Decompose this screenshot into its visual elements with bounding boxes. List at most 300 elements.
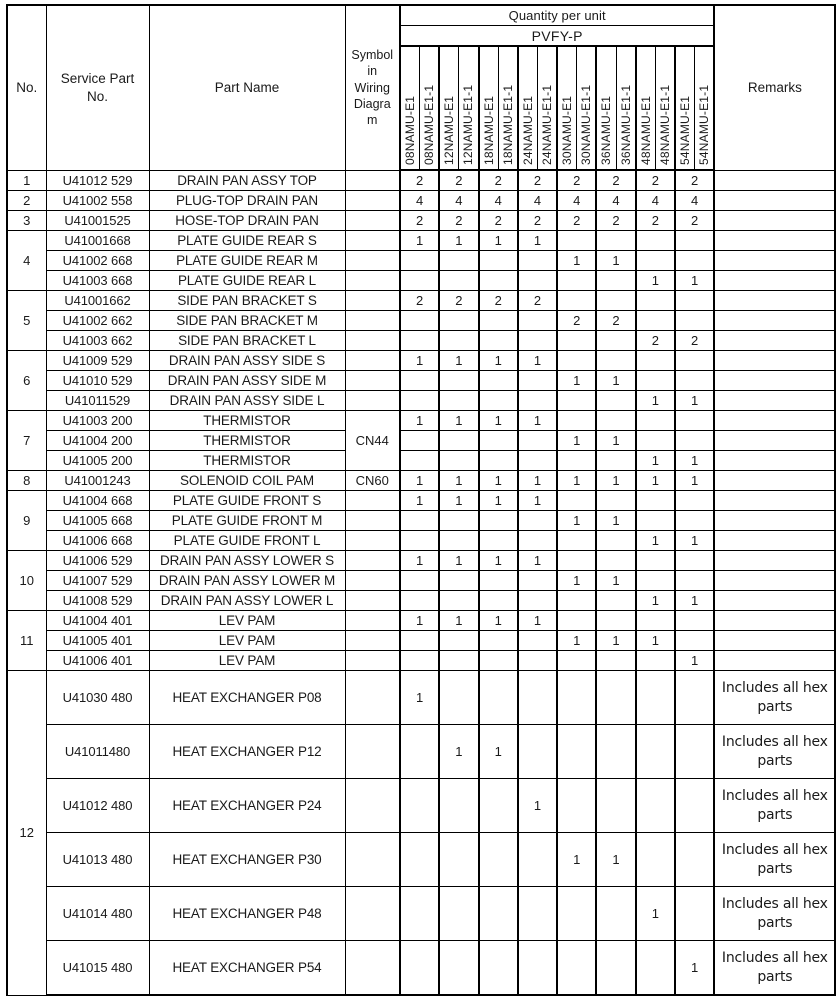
cell-wiring-symbol <box>345 631 400 651</box>
cell-part-name: PLUG-TOP DRAIN PAN <box>149 191 345 211</box>
cell-part-name: DRAIN PAN ASSY SIDE M <box>149 371 345 391</box>
cell-item-number: 11 <box>7 611 46 671</box>
cell-wiring-symbol <box>345 651 400 671</box>
cell-wiring-symbol <box>345 611 400 631</box>
table-row <box>7 331 835 351</box>
header-model-08namu-e1 <box>400 46 420 170</box>
cell-remark <box>714 611 835 631</box>
header-model-label: 18NAMU-E1 <box>481 95 496 165</box>
cell-quantity <box>675 231 714 251</box>
cell-remark <box>714 411 835 431</box>
cell-quantity: 1 <box>439 411 478 431</box>
cell-quantity <box>557 411 596 431</box>
cell-quantity: 1 <box>675 451 714 471</box>
cell-wiring-symbol <box>345 391 400 411</box>
cell-service-part-no: U41001525 <box>46 211 149 231</box>
table-row <box>7 311 835 331</box>
cell-wiring-symbol <box>345 191 400 211</box>
cell-quantity <box>557 725 596 779</box>
cell-quantity <box>400 331 439 351</box>
cell-quantity: 1 <box>479 611 518 631</box>
cell-quantity <box>675 833 714 887</box>
cell-quantity <box>439 271 478 291</box>
cell-quantity <box>439 779 478 833</box>
header-model-label: 18NAMU-E1-1 <box>500 84 515 165</box>
cell-quantity <box>479 391 518 411</box>
cell-quantity <box>400 779 439 833</box>
cell-quantity: 1 <box>518 611 557 631</box>
cell-quantity <box>675 411 714 431</box>
cell-wiring-symbol <box>345 551 400 571</box>
cell-quantity: 2 <box>557 311 596 331</box>
cell-quantity: 1 <box>479 411 518 431</box>
cell-quantity: 1 <box>557 431 596 451</box>
header-no: No. <box>7 5 46 170</box>
cell-quantity <box>636 779 675 833</box>
cell-quantity <box>675 291 714 311</box>
cell-service-part-no: U41004 668 <box>46 491 149 511</box>
cell-quantity <box>479 431 518 451</box>
cell-part-name: HEAT EXCHANGER P48 <box>149 887 345 941</box>
cell-quantity: 1 <box>596 631 635 651</box>
cell-quantity <box>636 611 675 631</box>
header-model-36namu-e1-1 <box>616 46 636 170</box>
cell-quantity <box>636 511 675 531</box>
cell-quantity: 4 <box>636 191 675 211</box>
cell-service-part-no: U41006 401 <box>46 651 149 671</box>
cell-part-name: SOLENOID COIL PAM <box>149 471 345 491</box>
cell-quantity <box>675 251 714 271</box>
cell-quantity <box>518 371 557 391</box>
cell-wiring-symbol <box>345 491 400 511</box>
cell-item-number: 3 <box>7 211 46 231</box>
cell-part-name: LEV PAM <box>149 611 345 631</box>
cell-service-part-no: U41009 529 <box>46 351 149 371</box>
cell-quantity <box>400 591 439 611</box>
cell-remark: Includes all hex parts <box>714 941 835 996</box>
cell-part-name: HEAT EXCHANGER P54 <box>149 941 345 996</box>
cell-quantity <box>557 941 596 996</box>
header-model-24namu-e1-1 <box>537 46 557 170</box>
cell-quantity <box>439 431 478 451</box>
cell-quantity <box>557 271 596 291</box>
cell-part-name: PLATE GUIDE FRONT M <box>149 511 345 531</box>
cell-quantity <box>596 491 635 511</box>
cell-quantity <box>596 611 635 631</box>
cell-quantity: 1 <box>596 471 635 491</box>
header-model-30namu-e1-1 <box>577 46 597 170</box>
cell-quantity: 2 <box>636 211 675 231</box>
cell-part-name: PLATE GUIDE FRONT S <box>149 491 345 511</box>
cell-quantity <box>479 371 518 391</box>
header-model-label: 12NAMU-E1 <box>442 95 457 165</box>
cell-quantity <box>675 551 714 571</box>
cell-quantity <box>636 351 675 371</box>
cell-quantity: 1 <box>636 271 675 291</box>
cell-quantity <box>596 671 635 725</box>
cell-part-name: DRAIN PAN ASSY SIDE S <box>149 351 345 371</box>
cell-item-number: 5 <box>7 291 46 351</box>
cell-quantity <box>400 631 439 651</box>
cell-service-part-no: U41002 558 <box>46 191 149 211</box>
cell-quantity: 1 <box>439 351 478 371</box>
cell-quantity <box>479 511 518 531</box>
table-row <box>7 170 835 191</box>
table-row <box>7 511 835 531</box>
cell-remark <box>714 231 835 251</box>
cell-quantity: 4 <box>439 191 478 211</box>
cell-quantity <box>439 671 478 725</box>
cell-service-part-no: U41003 200 <box>46 411 149 431</box>
table-row <box>7 191 835 211</box>
cell-quantity: 4 <box>400 191 439 211</box>
table-row <box>7 411 835 431</box>
cell-quantity <box>636 291 675 311</box>
cell-service-part-no: U41004 401 <box>46 611 149 631</box>
cell-part-name: PLATE GUIDE FRONT L <box>149 531 345 551</box>
cell-quantity: 1 <box>675 471 714 491</box>
cell-quantity: 1 <box>596 251 635 271</box>
header-model-label: 08NAMU-E1-1 <box>422 84 437 165</box>
cell-quantity <box>636 411 675 431</box>
cell-quantity <box>439 451 478 471</box>
cell-quantity <box>596 591 635 611</box>
table-row <box>7 779 835 833</box>
cell-quantity <box>596 391 635 411</box>
cell-quantity <box>400 887 439 941</box>
cell-quantity <box>557 887 596 941</box>
cell-quantity <box>400 833 439 887</box>
header-part-name: Part Name <box>149 5 345 170</box>
cell-quantity <box>596 271 635 291</box>
cell-quantity <box>400 451 439 471</box>
cell-quantity <box>439 391 478 411</box>
cell-part-name: HEAT EXCHANGER P08 <box>149 671 345 725</box>
cell-service-part-no: U41006 529 <box>46 551 149 571</box>
header-model-08namu-e1-1 <box>420 46 440 170</box>
cell-quantity <box>675 351 714 371</box>
cell-quantity: 2 <box>479 170 518 191</box>
cell-quantity <box>479 451 518 471</box>
cell-remark <box>714 391 835 411</box>
cell-quantity <box>675 311 714 331</box>
table-row <box>7 431 835 451</box>
cell-quantity <box>518 251 557 271</box>
cell-quantity: 1 <box>557 251 596 271</box>
table-row <box>7 371 835 391</box>
cell-service-part-no: U41006 668 <box>46 531 149 551</box>
header-model-label: 12NAMU-E1-1 <box>461 84 476 165</box>
cell-remark <box>714 371 835 391</box>
header-model-18namu-e1-1 <box>498 46 518 170</box>
cell-remark <box>714 491 835 511</box>
table-row <box>7 611 835 631</box>
header-model-label: 30NAMU-E1-1 <box>579 84 594 165</box>
cell-service-part-no: U41011480 <box>46 725 149 779</box>
cell-quantity <box>557 231 596 251</box>
cell-wiring-symbol <box>345 833 400 887</box>
cell-quantity <box>675 491 714 511</box>
cell-quantity: 2 <box>518 291 557 311</box>
cell-wiring-symbol <box>345 531 400 551</box>
table-row <box>7 291 835 311</box>
header-model-54namu-e1 <box>675 46 695 170</box>
cell-quantity <box>518 431 557 451</box>
cell-part-name: HOSE-TOP DRAIN PAN <box>149 211 345 231</box>
header-model-label: 48NAMU-E1-1 <box>657 84 672 165</box>
cell-quantity <box>675 371 714 391</box>
cell-quantity <box>596 411 635 431</box>
cell-quantity <box>400 725 439 779</box>
cell-quantity: 1 <box>400 231 439 251</box>
header-model-label: 54NAMU-E1-1 <box>697 84 712 165</box>
cell-remark <box>714 271 835 291</box>
cell-quantity: 2 <box>479 211 518 231</box>
cell-service-part-no: U41015 480 <box>46 941 149 996</box>
header-model-36namu-e1 <box>596 46 616 170</box>
cell-quantity: 1 <box>400 491 439 511</box>
cell-remark <box>714 471 835 491</box>
cell-quantity: 1 <box>518 411 557 431</box>
cell-remark: Includes all hex parts <box>714 833 835 887</box>
cell-item-number: 8 <box>7 471 46 491</box>
table-row <box>7 231 835 251</box>
cell-quantity: 4 <box>518 191 557 211</box>
cell-service-part-no: U41001668 <box>46 231 149 251</box>
cell-quantity: 1 <box>557 833 596 887</box>
cell-wiring-symbol <box>345 725 400 779</box>
cell-quantity <box>400 571 439 591</box>
cell-quantity: 1 <box>636 887 675 941</box>
cell-item-number: 12 <box>7 671 46 996</box>
cell-quantity <box>439 511 478 531</box>
cell-quantity: 2 <box>675 170 714 191</box>
cell-quantity <box>479 311 518 331</box>
cell-quantity <box>596 331 635 351</box>
cell-quantity: 1 <box>675 651 714 671</box>
cell-service-part-no: U41011529 <box>46 391 149 411</box>
cell-quantity <box>636 671 675 725</box>
cell-wiring-symbol <box>345 291 400 311</box>
cell-quantity: 1 <box>518 779 557 833</box>
cell-quantity <box>636 491 675 511</box>
cell-service-part-no: U41012 529 <box>46 170 149 191</box>
cell-remark <box>714 651 835 671</box>
table-row <box>7 491 835 511</box>
cell-quantity: 2 <box>675 211 714 231</box>
cell-quantity: 1 <box>400 611 439 631</box>
cell-quantity: 2 <box>675 331 714 351</box>
cell-quantity: 1 <box>636 531 675 551</box>
cell-quantity <box>479 651 518 671</box>
cell-remark: Includes all hex parts <box>714 725 835 779</box>
cell-remark <box>714 311 835 331</box>
header-model-30namu-e1 <box>557 46 577 170</box>
cell-service-part-no: U41012 480 <box>46 779 149 833</box>
cell-service-part-no: U41001662 <box>46 291 149 311</box>
cell-quantity <box>479 671 518 725</box>
cell-part-name: PLATE GUIDE REAR L <box>149 271 345 291</box>
cell-part-name: PLATE GUIDE REAR S <box>149 231 345 251</box>
cell-quantity <box>557 611 596 631</box>
cell-quantity: 1 <box>518 231 557 251</box>
table-row <box>7 725 835 779</box>
cell-quantity <box>596 351 635 371</box>
cell-quantity: 1 <box>636 591 675 611</box>
cell-quantity: 2 <box>400 291 439 311</box>
cell-quantity <box>596 551 635 571</box>
cell-wiring-symbol <box>345 351 400 371</box>
cell-quantity: 1 <box>675 941 714 996</box>
cell-quantity: 1 <box>557 371 596 391</box>
cell-quantity <box>636 371 675 391</box>
cell-wiring-symbol <box>345 331 400 351</box>
cell-part-name: SIDE PAN BRACKET M <box>149 311 345 331</box>
cell-quantity <box>518 571 557 591</box>
cell-wiring-symbol <box>345 671 400 725</box>
cell-wiring-symbol <box>345 211 400 231</box>
cell-quantity <box>675 611 714 631</box>
header-model-24namu-e1 <box>518 46 538 170</box>
table-row <box>7 591 835 611</box>
cell-quantity <box>557 491 596 511</box>
cell-quantity: 2 <box>636 331 675 351</box>
cell-wiring-symbol <box>345 231 400 251</box>
cell-service-part-no: U41014 480 <box>46 887 149 941</box>
cell-quantity <box>439 833 478 887</box>
cell-quantity <box>557 651 596 671</box>
cell-item-number: 1 <box>7 170 46 191</box>
cell-quantity <box>400 651 439 671</box>
cell-part-name: LEV PAM <box>149 651 345 671</box>
table-row <box>7 941 835 996</box>
cell-quantity: 1 <box>557 631 596 651</box>
header-model-12namu-e1-1 <box>459 46 479 170</box>
cell-quantity <box>557 551 596 571</box>
cell-part-name: PLATE GUIDE REAR M <box>149 251 345 271</box>
cell-remark <box>714 451 835 471</box>
cell-quantity: 1 <box>636 451 675 471</box>
cell-wiring-symbol <box>345 887 400 941</box>
cell-part-name: THERMISTOR <box>149 411 345 431</box>
cell-quantity: 1 <box>400 671 439 725</box>
cell-quantity <box>675 887 714 941</box>
cell-remark <box>714 431 835 451</box>
cell-service-part-no: U41004 200 <box>46 431 149 451</box>
cell-quantity <box>479 631 518 651</box>
cell-quantity <box>636 251 675 271</box>
cell-remark <box>714 211 835 231</box>
table-row <box>7 391 835 411</box>
cell-quantity: 2 <box>557 170 596 191</box>
header-model-label: 24NAMU-E1-1 <box>540 84 555 165</box>
table-row <box>7 271 835 291</box>
cell-quantity <box>400 391 439 411</box>
cell-quantity <box>400 371 439 391</box>
cell-part-name: HEAT EXCHANGER P30 <box>149 833 345 887</box>
cell-quantity: 1 <box>479 491 518 511</box>
cell-quantity: 1 <box>596 571 635 591</box>
cell-remark <box>714 170 835 191</box>
cell-quantity: 2 <box>596 170 635 191</box>
cell-quantity: 2 <box>439 291 478 311</box>
cell-quantity <box>518 833 557 887</box>
cell-quantity <box>400 531 439 551</box>
cell-quantity <box>596 651 635 671</box>
cell-quantity <box>479 887 518 941</box>
cell-quantity: 1 <box>439 551 478 571</box>
cell-quantity <box>518 271 557 291</box>
header-remarks: Remarks <box>714 5 835 170</box>
cell-remark <box>714 631 835 651</box>
cell-part-name: HEAT EXCHANGER P12 <box>149 725 345 779</box>
cell-quantity: 2 <box>439 170 478 191</box>
cell-quantity: 1 <box>479 551 518 571</box>
cell-quantity: 2 <box>439 211 478 231</box>
cell-quantity <box>557 451 596 471</box>
header-model-18namu-e1 <box>479 46 499 170</box>
header-quantity-per-unit: Quantity per unit <box>400 5 714 26</box>
table-row <box>7 671 835 725</box>
cell-quantity <box>479 251 518 271</box>
cell-wiring-symbol <box>345 591 400 611</box>
cell-part-name: HEAT EXCHANGER P24 <box>149 779 345 833</box>
cell-quantity <box>557 779 596 833</box>
cell-quantity: 1 <box>400 351 439 371</box>
cell-quantity <box>518 311 557 331</box>
cell-quantity: 2 <box>636 170 675 191</box>
header-model-family: PVFY-P <box>400 26 714 47</box>
cell-quantity: 2 <box>518 170 557 191</box>
cell-quantity: 2 <box>400 170 439 191</box>
header-model-12namu-e1 <box>439 46 459 170</box>
cell-part-name: LEV PAM <box>149 631 345 651</box>
cell-quantity: 1 <box>675 591 714 611</box>
cell-quantity <box>675 671 714 725</box>
header-model-label: 30NAMU-E1 <box>560 95 575 165</box>
cell-wiring-symbol <box>345 371 400 391</box>
cell-quantity <box>479 331 518 351</box>
cell-item-number: 6 <box>7 351 46 411</box>
cell-wiring-symbol <box>345 251 400 271</box>
cell-quantity <box>636 231 675 251</box>
cell-quantity <box>400 941 439 996</box>
cell-service-part-no: U41003 662 <box>46 331 149 351</box>
cell-quantity <box>400 271 439 291</box>
cell-service-part-no: U41007 529 <box>46 571 149 591</box>
cell-quantity <box>557 671 596 725</box>
cell-part-name: SIDE PAN BRACKET S <box>149 291 345 311</box>
cell-wiring-symbol <box>345 271 400 291</box>
cell-quantity <box>518 651 557 671</box>
cell-quantity <box>557 531 596 551</box>
cell-quantity <box>518 941 557 996</box>
cell-remark: Includes all hex parts <box>714 671 835 725</box>
header-service-part-no: Service Part No. <box>46 5 149 170</box>
cell-quantity: 4 <box>557 191 596 211</box>
cell-quantity: 1 <box>636 391 675 411</box>
cell-quantity <box>596 941 635 996</box>
cell-item-number: 4 <box>7 231 46 291</box>
table-row <box>7 631 835 651</box>
cell-part-name: DRAIN PAN ASSY LOWER S <box>149 551 345 571</box>
cell-quantity: 4 <box>596 191 635 211</box>
cell-item-number: 7 <box>7 411 46 471</box>
cell-quantity: 4 <box>675 191 714 211</box>
cell-quantity <box>400 511 439 531</box>
cell-remark <box>714 291 835 311</box>
table-row <box>7 833 835 887</box>
